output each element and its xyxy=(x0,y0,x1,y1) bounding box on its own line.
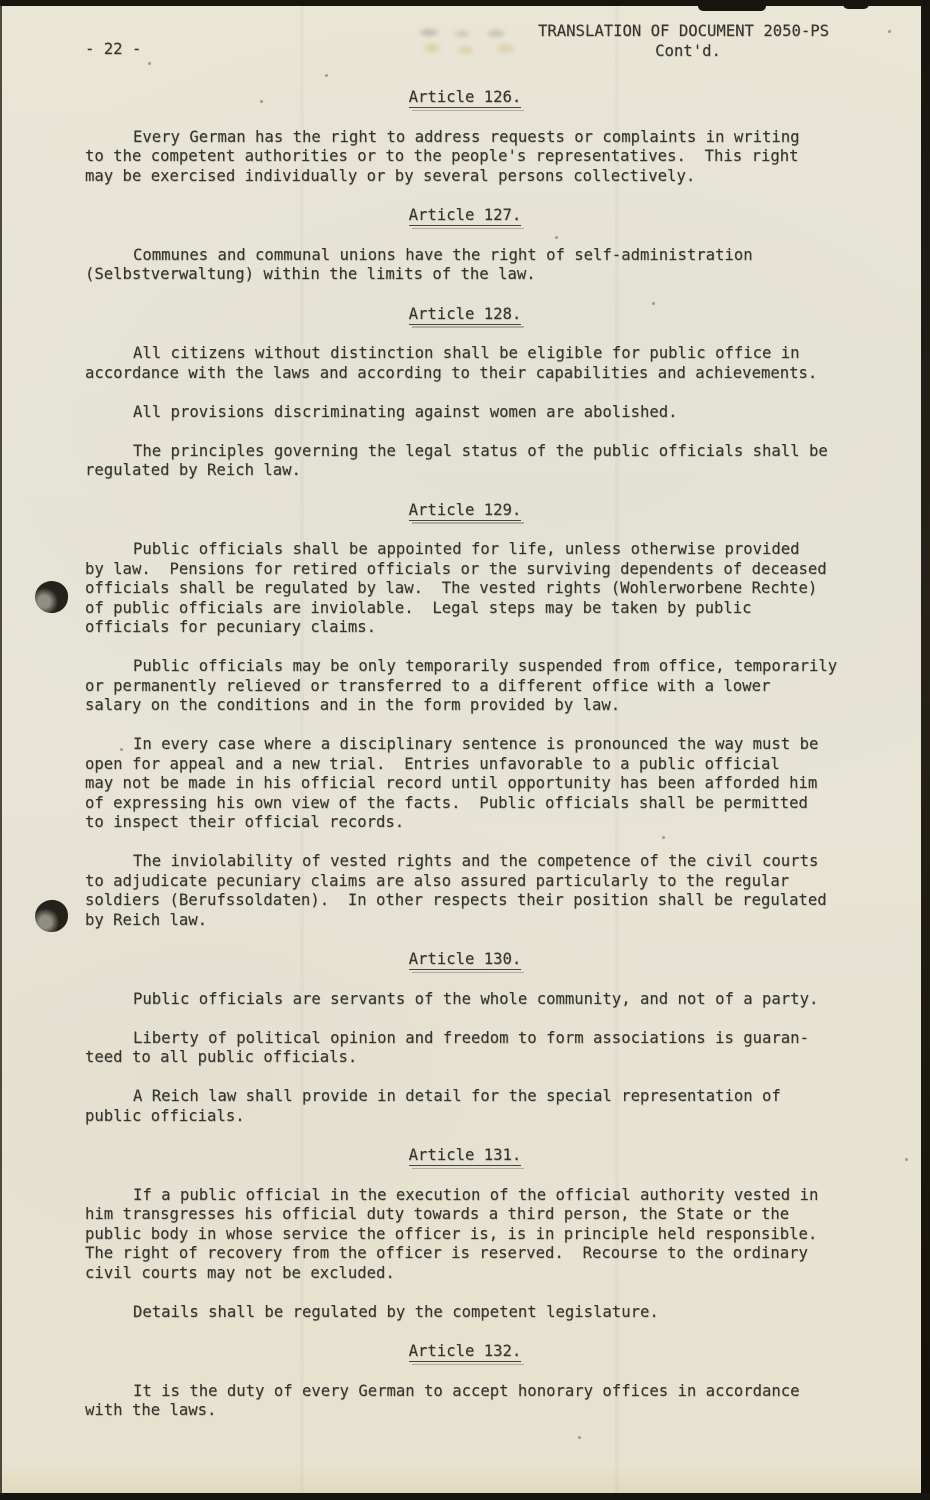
paragraph xyxy=(85,1087,845,1126)
text-line: Public officials shall be appointed for life, unless otherwise provided xyxy=(133,540,800,558)
scan-edge-bottom xyxy=(0,1493,930,1500)
paper-speck xyxy=(905,1158,908,1161)
article-heading: Article 131. xyxy=(408,1146,522,1164)
article-heading: Article 129. xyxy=(408,500,522,519)
paragraph xyxy=(85,1303,845,1323)
text-line: officials shall be regulated by law. The vested rights (Wohlerworbene Rechte) xyxy=(85,579,818,597)
text-line: public body in whose service the officer is, is in principle held responsible. xyxy=(85,1224,818,1243)
text-line: Liberty of political opinion and freedom to form associations is guaran- xyxy=(133,1028,809,1047)
text-line: accordance with the laws and according to their capabilities and achievements. xyxy=(85,363,818,382)
article-section xyxy=(85,206,845,285)
article-heading: Article 126. xyxy=(408,88,522,106)
page-number: - 22 - xyxy=(85,40,142,58)
text-line: by Reich law. xyxy=(85,910,208,929)
paragraph xyxy=(85,1029,845,1068)
article-section xyxy=(85,950,845,1126)
paragraph xyxy=(85,1382,845,1421)
paragraph xyxy=(85,540,845,638)
text-line: In every case where a disciplinary sentence is pronounced the way must be xyxy=(133,735,819,753)
article-heading: Article 128. xyxy=(408,304,522,323)
text-line: regulated by Reich law. xyxy=(85,461,301,479)
text-line: All provisions discriminating against women are abolished. xyxy=(133,402,678,421)
document-body xyxy=(85,0,845,1440)
article-section xyxy=(85,305,845,481)
header-contd: Cont'd. xyxy=(655,41,721,60)
text-line: If a public official in the execution of the official authority vested in xyxy=(133,1185,819,1204)
article-heading: Article 127. xyxy=(408,206,522,224)
text-line: civil courts may not be excluded. xyxy=(85,1263,395,1282)
text-line: of public officials are inviolable. Legal steps may be taken by public xyxy=(85,598,752,617)
paper-speck xyxy=(888,30,891,33)
scan-edge-right xyxy=(921,0,930,1500)
text-line: to adjudicate pecuniary claims are also assured particularly to the regular xyxy=(85,871,790,890)
text-line: Details shall be regulated by the competent legislature. xyxy=(133,1302,659,1321)
paragraph xyxy=(85,442,845,481)
punch-hole xyxy=(33,579,71,616)
text-line: may be exercised individually or by several persons collectively. xyxy=(85,166,696,185)
article-section xyxy=(85,501,845,931)
article-heading: Article 132. xyxy=(408,1342,522,1360)
text-line: teed to all public officials. xyxy=(85,1048,358,1066)
text-line: public officials. xyxy=(85,1106,245,1125)
header-title: TRANSLATION OF DOCUMENT 2050-PS xyxy=(538,22,830,40)
paragraph xyxy=(85,128,845,187)
article-section xyxy=(85,1342,845,1421)
text-line: All citizens without distinction shall be eligible for public office in xyxy=(133,344,800,362)
text-line: Public officials are servants of the whole community, and not of a party. xyxy=(133,989,819,1008)
article-section xyxy=(85,1146,845,1322)
text-line: The inviolability of vested rights and the competence of the civil courts xyxy=(133,852,819,870)
text-line: soldiers (Berufssoldaten). In other respects their position shall be regulated xyxy=(85,891,827,909)
scan-edge-notch xyxy=(843,0,869,9)
text-line: A Reich law shall provide in detail for the special representation of xyxy=(133,1087,781,1105)
paragraph xyxy=(85,735,845,833)
text-line: salary on the conditions and in the form provided by law. xyxy=(85,696,621,714)
article-section xyxy=(85,88,845,186)
text-line: It is the duty of every German to accept honorary offices in accordance xyxy=(133,1381,800,1400)
paragraph xyxy=(85,852,845,930)
text-line: Every German has the right to address requests or complaints in writing xyxy=(133,127,800,146)
text-line: Public officials may be only temporarily suspended from office, temporarily xyxy=(133,657,838,675)
paragraph xyxy=(85,403,845,423)
article-heading: Article 130. xyxy=(408,950,522,968)
text-line: may not be made in his official record until opportunity has been afforded him xyxy=(85,774,818,792)
paragraph xyxy=(85,657,845,716)
text-line: Communes and communal unions have the right of self-administration xyxy=(133,245,753,264)
paragraph xyxy=(85,344,845,383)
text-line: officials for pecuniary claims. xyxy=(85,618,377,636)
text-line: with the laws. xyxy=(85,1401,217,1419)
text-line: or permanently relieved or transferred to a different office with a lower xyxy=(85,676,771,695)
paper-stain xyxy=(0,1465,930,1493)
paragraph xyxy=(85,1186,845,1284)
scan-edge-notch xyxy=(698,0,766,11)
text-line: him transgresses his official duty towards a third person, the State or the xyxy=(85,1205,790,1223)
scan-edge-left xyxy=(0,0,2,1500)
text-line: open for appeal and a new trial. Entries unfavorable to a public official xyxy=(85,754,780,773)
text-line: (Selbstverwaltung) within the limits of the law. xyxy=(85,265,536,283)
text-line: The principles governing the legal status of the public officials shall be xyxy=(133,441,828,460)
text-line: to inspect their official records. xyxy=(85,813,405,831)
text-line: of expressing his own view of the facts. Public officials shall be permitted xyxy=(85,793,808,812)
scan-edge-top xyxy=(0,0,930,6)
paragraph xyxy=(85,246,845,285)
paragraph xyxy=(85,990,845,1010)
text-line: to the competent authorities or to the people's representatives. This right xyxy=(85,147,799,165)
text-line: The right of recovery from the officer is reserved. Recourse to the ordinary xyxy=(85,1244,808,1262)
punch-hole xyxy=(34,899,69,933)
text-line: by law. Pensions for retired officials or the surviving dependents of deceased xyxy=(85,559,827,578)
